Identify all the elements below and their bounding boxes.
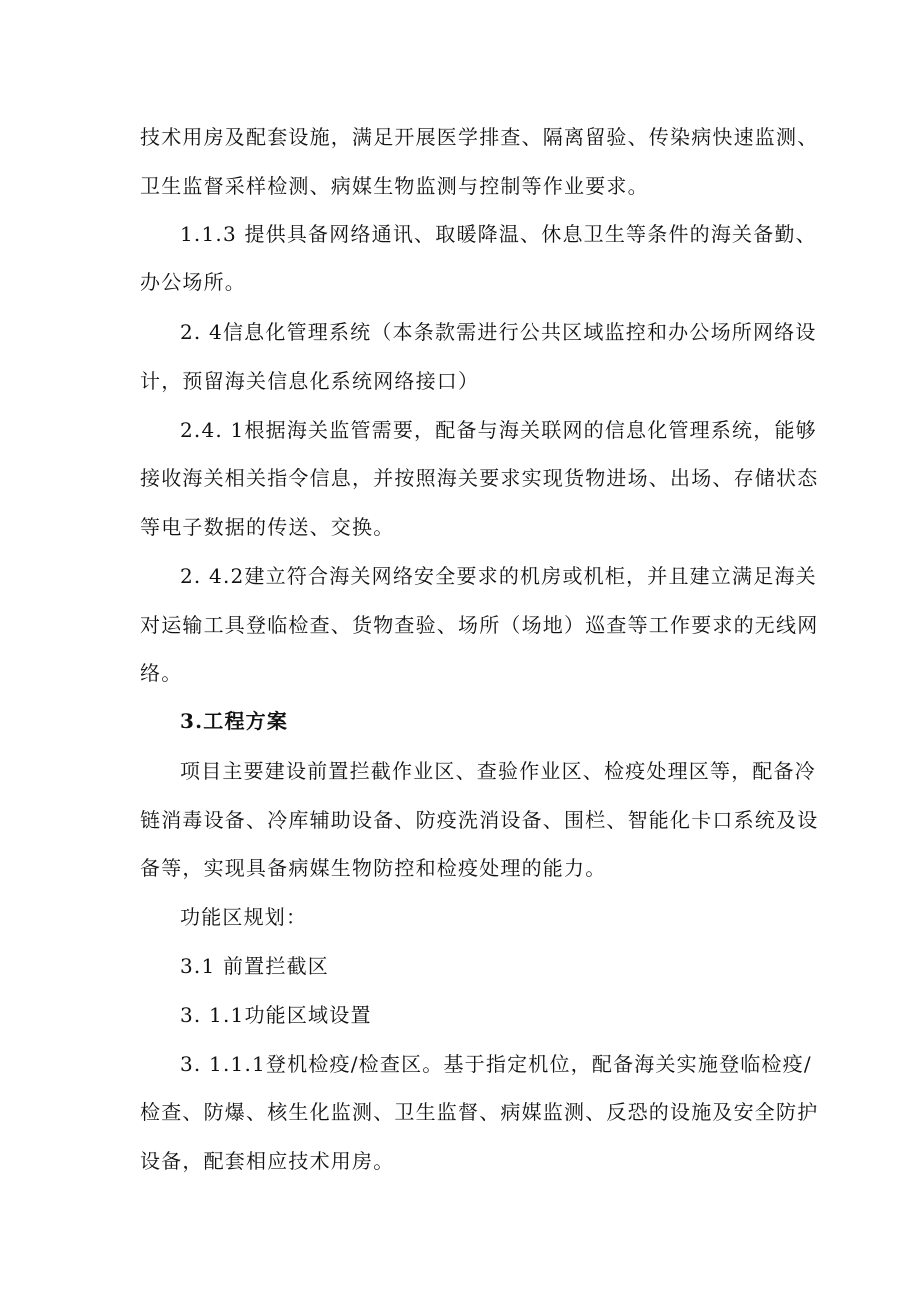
text-line: 链消毒设备、冷库辅助设备、防疫洗消设备、围栏、智能化卡口系统及设 [140,808,819,832]
subsection-heading: 3. 1.1功能区域设置 [180,1003,372,1027]
text-line: 设备，配套相应技术用房。 [140,1149,395,1173]
text-line: 等电子数据的传送、交换。 [140,515,395,539]
subsection-heading: 3.1 前置拦截区 [180,954,329,978]
text-line: 接收海关相关指令信息，并按照海关要求实现货物进场、出场、存储状态 [140,466,819,490]
text-line: 检查、防爆、核生化监测、卫生监督、病媒监测、反恐的设施及安全防护 [140,1100,819,1124]
text-line: 3. 1.1.1登机检疫/检查区。基于指定机位，配备海关实施登临检疫/ [180,1052,812,1076]
text-line: 项目主要建设前置拦截作业区、查验作业区、检疫处理区等，配备冷 [180,759,816,783]
text-line: 计，预留海关信息化系统网络接口） [140,369,480,393]
text-line: 技术用房及配套设施，满足开展医学排查、隔离留验、传染病快速监测、 [140,125,819,149]
text-line: 2.4. 1根据海关监管需要，配备与海关联网的信息化管理系统，能够 [180,418,817,442]
text-line: 2. 4信息化管理系统（本条款需进行公共区域监控和办公场所网络设 [180,320,817,344]
text-line: 办公场所。 [140,270,246,294]
text-line: 备等，实现具备病媒生物防控和检疫处理的能力。 [140,856,607,880]
text-line: 卫生监督采样检测、病媒生物监测与控制等作业要求。 [140,174,649,198]
text-line: 2. 4.2建立符合海关网络安全要求的机房或机柜，并且建立满足海关 [180,564,817,588]
text-line: 1.1.3 提供具备网络通讯、取暖降温、休息卫生等条件的海关备勤、 [180,222,817,246]
text-line: 络。 [140,661,183,685]
text-line: 对运输工具登临检查、货物查验、场所（场地）巡查等工作要求的无线网 [140,613,819,637]
text-line: 功能区规划： [180,905,308,929]
section-heading: 3.工程方案 [180,709,289,733]
